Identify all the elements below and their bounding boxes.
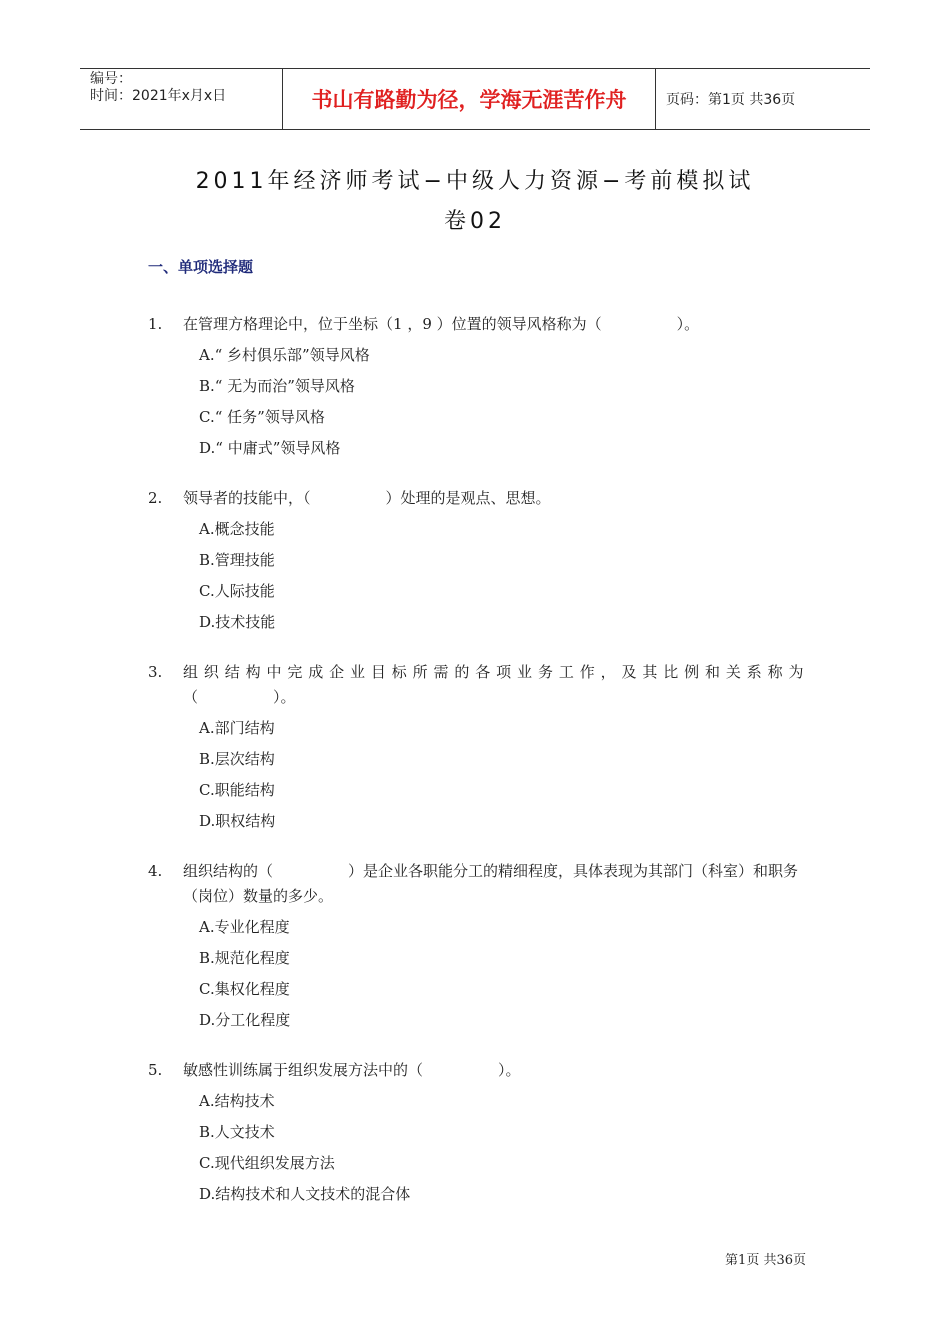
time-label: 时间：2021年x月x日 [90,88,227,104]
serial-label: 编号： [90,71,132,87]
header-page-info: 页码：第1页 共36页 [666,92,796,108]
option-c: C.集权化程度 [199,980,290,998]
question-number: 2. [148,489,163,507]
option-b: B.人文技术 [199,1123,275,1141]
option-a: A.部门结构 [199,719,275,737]
option-b: B.管理技能 [199,551,275,569]
option-d: D.分工化程度 [199,1011,291,1029]
question-5 [148,1058,808,1210]
option-d: D.结构技术和人文技术的混合体 [199,1185,411,1203]
page-footer: 第1页 共36页 [725,1253,806,1268]
question-stem-line-2: （ ）。 [183,688,296,706]
option-c: C.现代组织发展方法 [199,1154,335,1172]
question-number: 4. [148,862,163,880]
option-d: D.职权结构 [199,812,276,830]
question-3 [148,660,808,837]
option-c: C.人际技能 [199,582,275,600]
question-2 [148,486,808,638]
question-number: 5. [148,1061,163,1079]
question-stem: 敏感性训练属于组织发展方法中的（ ）。 [183,1061,521,1079]
title-line-1: 2011年经济师考试−中级人力资源−考前模拟试 [195,169,755,194]
header-motto-cell [282,69,656,129]
option-b: B.规范化程度 [199,949,290,967]
option-a: A.结构技术 [199,1092,275,1110]
option-a: A.概念技能 [199,520,275,538]
option-d: D.“ 中庸式”领导风格 [199,439,341,457]
section-heading: 一、单项选择题 [148,258,254,276]
motto: 书山有路勤为径，学海无涯苦作舟 [311,88,627,112]
question-stem: 领导者的技能中，（ ）处理的是观点、思想。 [183,489,551,507]
question-stem-line-1: 组织结构中完成企业目标所需的各项业务工作，及其比例和关系称为 [183,663,808,681]
header-meta [80,69,282,129]
option-b: B.“ 无为而治”领导风格 [199,377,355,395]
option-d: D.技术技能 [199,613,276,631]
question-number: 3. [148,663,163,681]
option-b: B.层次结构 [199,750,275,768]
option-a: A.专业化程度 [199,918,290,936]
question-4 [148,859,808,1036]
option-a: A.“ 乡村俱乐部”领导风格 [199,346,370,364]
question-number: 1. [148,315,163,333]
question-stem: 在管理方格理论中，位于坐标（1 ，9 ）位置的领导风格称为（ ）。 [183,315,700,333]
question-stem: 组织结构的（ ）是企业各职能分工的精细程度，具体表现为其部门（科室）和职务（岗位）数量的多少。 [183,862,799,905]
option-c: C.“ 任务”领导风格 [199,408,325,426]
question-1 [148,312,808,464]
page-header [80,68,870,130]
option-c: C.职能结构 [199,781,275,799]
title-line-2: 卷02 [444,209,506,234]
document-title [100,162,850,242]
